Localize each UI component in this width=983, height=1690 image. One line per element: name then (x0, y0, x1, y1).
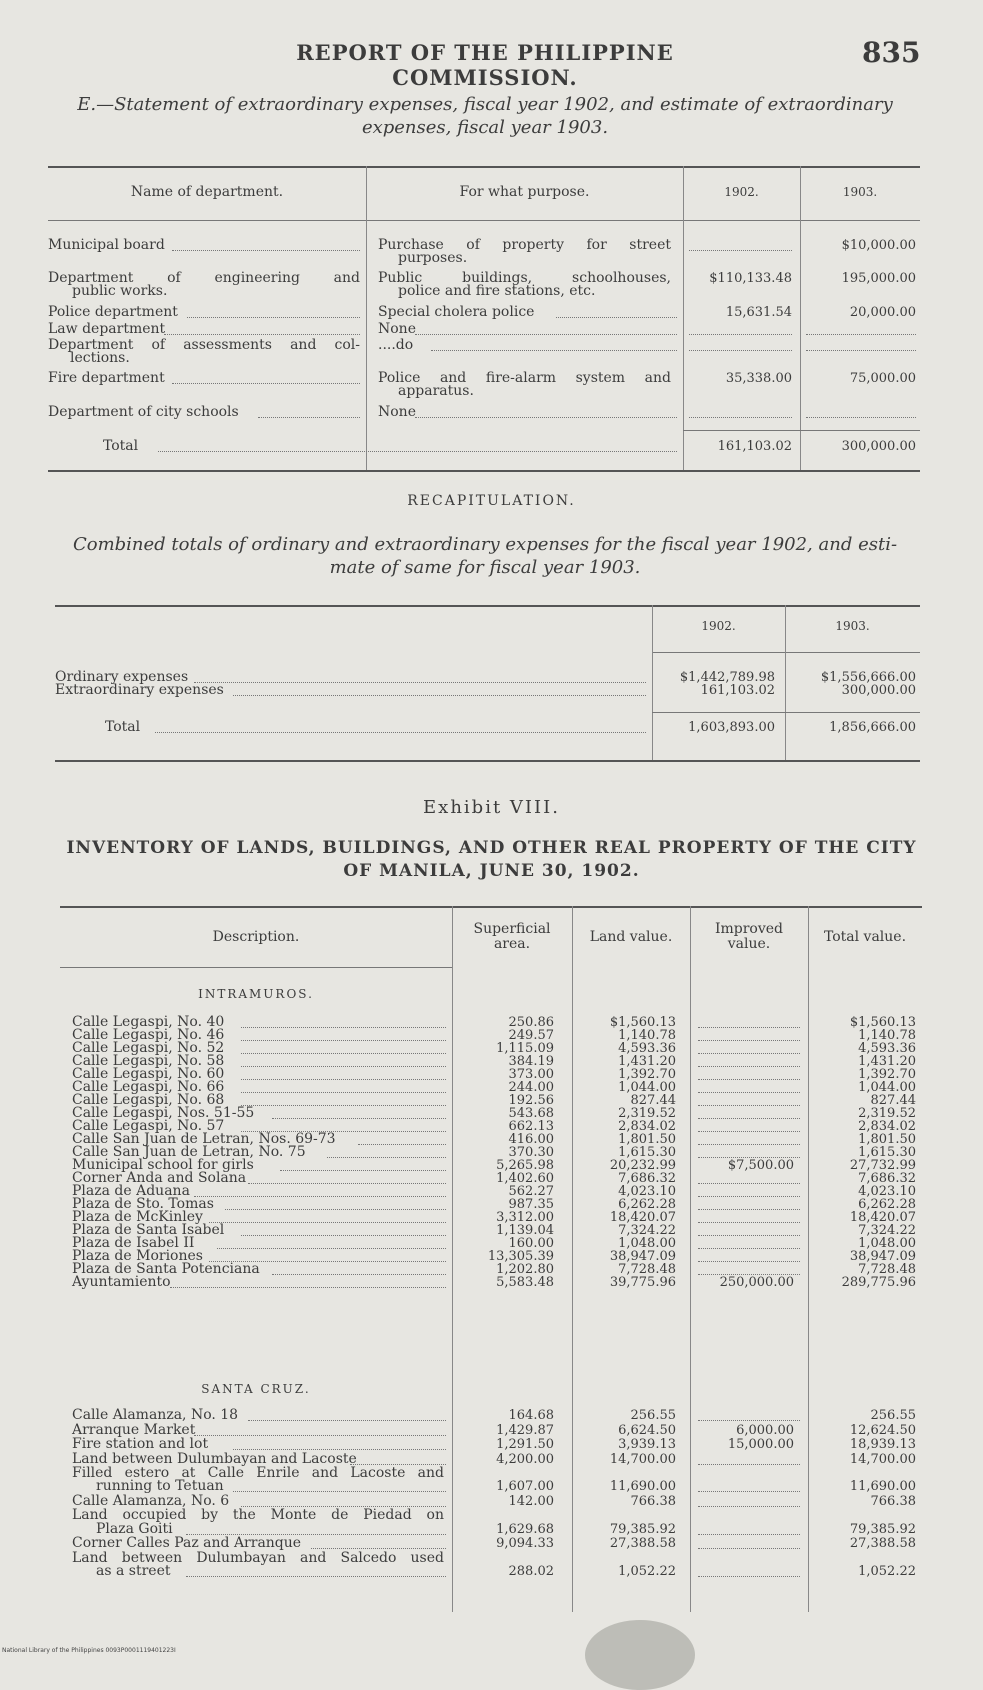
property-description: Corner Anda and Solana (72, 1170, 247, 1187)
recap-caption-line1: Combined totals of ordinary and extraordinary expenses for the fiscal year 1902, and esti- (72, 534, 898, 555)
property-description: Calle Legaspi, Nos. 51-55 (72, 1105, 255, 1122)
property-description: Calle Legaspi, No. 52 (72, 1040, 225, 1057)
total-value: 4,023.10 (858, 1184, 916, 1200)
dot-leader (248, 1420, 446, 1421)
superficial-area: 1,115.09 (496, 1041, 554, 1057)
dot-leader (311, 1548, 446, 1549)
purpose-text: ....do (378, 337, 414, 353)
dot-leader (241, 1066, 446, 1067)
dot-leader (431, 350, 677, 351)
total-value: $1,560.13 (849, 1015, 916, 1030)
inventory-header-area: Superficial (473, 921, 551, 937)
superficial-area: 164.68 (508, 1408, 554, 1423)
property-description: Calle Legaspi, No. 60 (72, 1066, 225, 1083)
total-value: 7,324.22 (858, 1223, 916, 1239)
inventory-title-line2: OF MANILA, JUNE 30, 1902. (343, 861, 640, 881)
scan-blemish (585, 1620, 695, 1690)
superficial-area: 1,291.50 (496, 1437, 554, 1452)
recap-total-rule-1903 (785, 712, 920, 713)
dot-leader (164, 334, 360, 335)
superficial-area: 1,429.87 (496, 1422, 554, 1438)
property-description: Calle San Juan de Letran, No. 75 (72, 1144, 306, 1161)
dot-leader (698, 1222, 800, 1223)
inventory-title-line1: INVENTORY OF LANDS, BUILDINGS, AND OTHER REAL PROPERTY OF THE CITY (66, 838, 917, 858)
value-1902: 15,631.54 (725, 305, 792, 320)
land-value: 20,232.99 (609, 1158, 676, 1174)
total-value: 38,947.09 (849, 1249, 916, 1265)
land-value: 256.55 (630, 1408, 676, 1423)
running-header: REPORT OF THE PHILIPPINE COMMISSION. (296, 40, 674, 90)
land-value: 1,801.50 (618, 1132, 676, 1148)
land-value: 1,140.78 (618, 1028, 676, 1044)
land-value: 14,700.00 (609, 1451, 676, 1467)
scan-footer: National Library of the Philippines 0093P0001119401223I (2, 1647, 176, 1654)
dot-leader (698, 1079, 800, 1080)
department-name: Department of engineering and (48, 270, 360, 286)
recap-header-1903: 1903. (835, 619, 870, 633)
superficial-area: 9,094.33 (496, 1536, 554, 1552)
land-value: 7,728.48 (618, 1262, 676, 1278)
dot-leader (689, 334, 792, 335)
land-value: 6,624.50 (618, 1422, 676, 1438)
property-description: Plaza Goiti (96, 1520, 173, 1537)
superficial-area: 244.00 (508, 1080, 554, 1096)
total-value: 79,385.92 (849, 1521, 916, 1537)
department-name: Department of assessments and col- (48, 337, 360, 353)
land-value: 2,319.52 (618, 1106, 676, 1122)
table-e-bottom-rule (48, 470, 920, 472)
land-value: 7,686.32 (618, 1171, 676, 1187)
property-description: Plaza de Santa Potenciana (72, 1261, 260, 1278)
property-description: Calle San Juan de Letran, Nos. 69-73 (72, 1131, 336, 1148)
superficial-area: 250.86 (508, 1015, 554, 1030)
dot-leader (698, 1040, 800, 1041)
recap-bottom-rule (55, 760, 920, 762)
dot-leader (689, 417, 792, 418)
table-e-header-department: Name of department. (130, 184, 284, 200)
superficial-area: 5,583.48 (496, 1275, 554, 1291)
dot-leader (241, 1027, 446, 1028)
superficial-area: 1,607.00 (496, 1479, 554, 1495)
purpose-text: Special cholera police (378, 304, 535, 320)
recap-total-1903: 1,856,666.00 (829, 720, 916, 735)
property-description: Municipal school for girls (72, 1157, 254, 1174)
superficial-area: 1,629.68 (496, 1521, 554, 1537)
dot-leader (806, 350, 916, 351)
improved-value: $7,500.00 (727, 1158, 794, 1174)
property-description: Plaza de McKinley (72, 1209, 203, 1226)
table-e-total-1903: 300,000.00 (841, 439, 916, 454)
recapitulation-title: RECAPITULATION. (407, 493, 576, 509)
dot-leader (186, 1576, 446, 1577)
land-value: 39,775.96 (609, 1275, 676, 1291)
property-description: Plaza de Moriones (72, 1248, 203, 1265)
property-description: running to Tetuan (96, 1478, 224, 1495)
total-value: 1,615.30 (858, 1145, 916, 1161)
dot-leader (233, 1449, 446, 1450)
dot-leader (698, 1261, 800, 1262)
dot-leader (241, 1040, 446, 1041)
dot-leader (155, 732, 646, 733)
table-e-total-label: Total (103, 438, 139, 454)
total-value: 827.44 (870, 1093, 916, 1109)
land-value: 1,392.70 (618, 1067, 676, 1083)
purpose-text: Public buildings, schoolhouses, (378, 270, 671, 286)
superficial-area: 987.35 (508, 1197, 554, 1213)
property-description: as a street (96, 1562, 171, 1579)
land-value: 1,048.00 (618, 1236, 676, 1252)
dot-leader (698, 1420, 800, 1421)
table-e-header-rule (48, 220, 920, 221)
recap-total-label: Total (105, 719, 141, 735)
dot-leader (258, 417, 360, 418)
property-description: Corner Calles Paz and Arranque (72, 1535, 302, 1552)
department-name: lections. (70, 350, 130, 366)
property-description: Plaza de Santa Isabel (72, 1222, 225, 1239)
dot-leader (698, 1144, 800, 1145)
dot-leader (556, 317, 677, 318)
superficial-area: 4,200.00 (496, 1451, 554, 1467)
superficial-area: 416.00 (508, 1132, 554, 1148)
table-e-divider-1 (366, 166, 367, 470)
property-description: Arranque Market (72, 1421, 196, 1438)
inventory-header-improved-2: value. (727, 936, 771, 952)
land-value: 766.38 (630, 1493, 676, 1509)
superficial-area: 562.27 (508, 1184, 554, 1200)
land-value: $1,560.13 (609, 1015, 676, 1030)
recap-total-rule-1902 (652, 712, 785, 713)
total-value: 1,431.20 (858, 1054, 916, 1070)
dot-leader (194, 1435, 446, 1436)
land-value: 827.44 (630, 1093, 676, 1109)
total-value: 1,392.70 (858, 1067, 916, 1083)
total-value: 2,319.52 (858, 1106, 916, 1122)
property-description: Ayuntamiento (72, 1274, 171, 1291)
dot-leader (698, 1092, 800, 1093)
total-value: 1,044.00 (858, 1080, 916, 1096)
department-name: Police department (48, 304, 178, 320)
property-description: Land occupied by the Monte de Piedad on (72, 1507, 444, 1524)
recap-top-rule (55, 605, 920, 607)
superficial-area: 370.30 (508, 1145, 554, 1161)
dot-leader (698, 1506, 800, 1507)
exhibit-label: Exhibit VIII. (423, 797, 560, 818)
table-e-header-1903: 1903. (842, 185, 878, 199)
dot-leader (358, 1144, 446, 1145)
property-description: Calle Legaspi, No. 46 (72, 1027, 225, 1044)
improved-value: 6,000.00 (736, 1422, 794, 1438)
property-description: Calle Alamanza, No. 18 (72, 1407, 239, 1423)
department-name: Fire department (48, 370, 165, 386)
recap-value-1902: 161,103.02 (700, 683, 775, 698)
total-value: 766.38 (870, 1493, 916, 1509)
dot-leader (280, 1170, 446, 1171)
table-e-total-rule-1902 (683, 430, 800, 431)
inventory-header-improved: Improved (714, 921, 784, 937)
total-value: 2,834.02 (858, 1119, 916, 1135)
department-name: Department of city schools (48, 404, 239, 420)
page-number: 835 (862, 36, 921, 69)
dot-leader (194, 1196, 446, 1197)
dot-leader (172, 250, 360, 251)
land-value: 1,044.00 (618, 1080, 676, 1096)
total-value: 18,939.13 (849, 1437, 916, 1452)
dot-leader (698, 1183, 800, 1184)
land-value: 1,615.30 (618, 1145, 676, 1161)
dot-leader (689, 350, 792, 351)
superficial-area: 662.13 (508, 1119, 554, 1135)
dot-leader (241, 1053, 446, 1054)
dot-leader (698, 1464, 800, 1465)
inventory-header-rule-desc (60, 967, 452, 968)
dot-leader (170, 1287, 446, 1288)
department-name: public works. (72, 283, 168, 299)
dot-leader (233, 1491, 446, 1492)
department-name: Municipal board (48, 237, 165, 253)
land-value: 1,052.22 (618, 1563, 676, 1579)
inventory-header-area-2: area. (493, 936, 531, 952)
property-description: Plaza de Isabel II (72, 1235, 195, 1252)
dot-leader (272, 1118, 446, 1119)
recap-row-label: Ordinary expenses (55, 669, 189, 685)
dot-leader (698, 1196, 800, 1197)
recap-header-1902: 1902. (701, 619, 736, 633)
total-value: 7,686.32 (858, 1171, 916, 1187)
dot-leader (698, 1491, 800, 1492)
recap-header-rule (652, 652, 920, 653)
dot-leader (241, 1092, 446, 1093)
total-value: 14,700.00 (849, 1451, 916, 1467)
land-value: 4,593.36 (618, 1041, 676, 1057)
recap-value-1903: 300,000.00 (841, 683, 916, 698)
total-value: 1,048.00 (858, 1236, 916, 1252)
land-value: 3,939.13 (618, 1437, 676, 1452)
land-value: 18,420.07 (609, 1210, 676, 1226)
dot-leader (698, 1066, 800, 1067)
property-description: Land between Dulumbayan and Salcedo used (72, 1549, 444, 1566)
dot-leader (272, 1274, 446, 1275)
value-1903: 75,000.00 (849, 371, 916, 386)
dot-leader (327, 1157, 446, 1158)
table-e-header-purpose: For what purpose. (459, 184, 590, 200)
inventory-divider-3 (690, 906, 691, 1612)
value-1903: 195,000.00 (841, 271, 916, 286)
dot-leader (187, 317, 360, 318)
superficial-area: 1,402.60 (496, 1171, 554, 1187)
property-description: Fire station and lot (72, 1436, 209, 1452)
dot-leader (241, 1235, 446, 1236)
purpose-text: None (378, 404, 416, 420)
total-value: 1,801.50 (858, 1132, 916, 1148)
property-description: Calle Legaspi, No. 66 (72, 1079, 225, 1096)
superficial-area: 373.00 (508, 1067, 554, 1083)
property-description: Plaza de Aduana (72, 1183, 190, 1200)
property-description: Calle Legaspi, No. 68 (72, 1092, 225, 1109)
dot-leader (209, 1222, 446, 1223)
land-value: 7,324.22 (618, 1223, 676, 1239)
table-e-total-1902: 161,103.02 (717, 439, 792, 454)
land-value: 38,947.09 (609, 1249, 676, 1265)
dot-leader (806, 417, 916, 418)
total-value: 1,052.22 (858, 1563, 916, 1579)
superficial-area: 249.57 (508, 1028, 554, 1044)
land-value: 2,834.02 (618, 1119, 676, 1135)
total-value: 12,624.50 (849, 1422, 916, 1438)
dot-leader (698, 1027, 800, 1028)
table-e-header-1902: 1902. (724, 185, 759, 199)
superficial-area: 192.56 (508, 1093, 554, 1109)
superficial-area: 5,265.98 (496, 1158, 554, 1174)
dot-leader (415, 334, 677, 335)
property-description: Land between Dulumbayan and Lacoste (72, 1450, 357, 1467)
value-1903: $10,000.00 (841, 238, 916, 253)
land-value: 79,385.92 (609, 1521, 676, 1537)
superficial-area: 288.02 (508, 1563, 554, 1579)
dot-leader (241, 1079, 446, 1080)
purpose-text: Purchase of property for street (378, 237, 671, 253)
value-1902: $110,133.48 (709, 271, 792, 286)
dot-leader (158, 451, 677, 452)
recap-total-1902: 1,603,893.00 (688, 720, 775, 735)
value-1903: 20,000.00 (849, 305, 916, 320)
total-value: 1,140.78 (858, 1028, 916, 1044)
dot-leader (241, 1105, 446, 1106)
inventory-header-description: Description. (212, 929, 300, 945)
dot-leader (806, 334, 916, 335)
dot-leader (217, 1248, 446, 1249)
superficial-area: 543.68 (508, 1106, 554, 1122)
dot-leader (194, 682, 646, 683)
property-description: Calle Alamanza, No. 6 (72, 1492, 230, 1509)
statement-e-caption-line2: expenses, fiscal year 1903. (361, 117, 609, 138)
recap-value-1903: $1,556,666.00 (820, 670, 916, 685)
recap-row-label: Extraordinary expenses (55, 682, 224, 698)
total-value: 4,593.36 (858, 1041, 916, 1057)
dot-leader (698, 1053, 800, 1054)
table-e-top-rule (48, 166, 920, 168)
purpose-text: Police and fire-alarm system and (378, 370, 671, 386)
total-value: 6,262.28 (858, 1197, 916, 1213)
property-description: Plaza de Sto. Tomas (72, 1196, 214, 1213)
department-name: Law department (48, 321, 166, 337)
purpose-text: None (378, 321, 416, 337)
dot-leader (698, 1235, 800, 1236)
dot-leader (172, 383, 360, 384)
recap-caption-line2: mate of same for fiscal year 1903. (329, 557, 641, 578)
dot-leader (225, 1209, 446, 1210)
superficial-area: 1,139.04 (496, 1223, 554, 1239)
dot-leader (689, 250, 792, 251)
purpose-text: apparatus. (398, 383, 474, 399)
dot-leader (698, 1131, 800, 1132)
total-value: 27,388.58 (849, 1536, 916, 1552)
superficial-area: 142.00 (508, 1493, 554, 1509)
dot-leader (698, 1248, 800, 1249)
land-value: 6,262.28 (618, 1197, 676, 1213)
total-value: 27,732.99 (849, 1158, 916, 1174)
dot-leader (415, 417, 677, 418)
superficial-area: 160.00 (508, 1236, 554, 1252)
total-value: 289,775.96 (841, 1275, 916, 1291)
dot-leader (698, 1534, 800, 1535)
value-1902: 35,338.00 (725, 371, 792, 386)
inventory-header-total: Total value. (823, 929, 907, 945)
property-description: Calle Legaspi, No. 40 (72, 1014, 225, 1030)
statement-e-caption-line1: E.—Statement of extraordinary expenses, fiscal year 1902, and estimate of extraordinary (77, 94, 893, 115)
dot-leader (698, 1576, 800, 1577)
purpose-text: police and fire stations, etc. (398, 283, 596, 299)
total-value: 7,728.48 (858, 1262, 916, 1278)
table-e-total-rule-1903 (800, 430, 920, 431)
dot-leader (698, 1548, 800, 1549)
land-value: 11,690.00 (609, 1479, 676, 1495)
property-description: Calle Legaspi, No. 58 (72, 1053, 225, 1070)
total-value: 11,690.00 (849, 1479, 916, 1495)
superficial-area: 13,305.39 (487, 1249, 554, 1265)
property-description: Calle Legaspi, No. 57 (72, 1118, 225, 1135)
superficial-area: 384.19 (508, 1054, 554, 1070)
superficial-area: 1,202.80 (496, 1262, 554, 1278)
purpose-text: purposes. (398, 250, 468, 266)
superficial-area: 3,312.00 (496, 1210, 554, 1226)
dot-leader (698, 1118, 800, 1119)
inventory-header-land: Land value. (589, 929, 673, 945)
inventory-top-rule (60, 906, 922, 908)
section-heading: SANTA CRUZ. (201, 1382, 311, 1396)
dot-leader (698, 1209, 800, 1210)
improved-value: 250,000.00 (719, 1275, 794, 1291)
land-value: 4,023.10 (618, 1184, 676, 1200)
land-value: 1,431.20 (618, 1054, 676, 1070)
dot-leader (233, 695, 646, 696)
dot-leader (248, 1183, 446, 1184)
recap-value-1902: $1,442,789.98 (679, 670, 775, 685)
section-heading: INTRAMUROS. (198, 987, 314, 1001)
total-value: 256.55 (870, 1408, 916, 1423)
improved-value: 15,000.00 (727, 1437, 794, 1452)
property-description: Filled estero at Calle Enrile and Lacoste and (72, 1465, 444, 1481)
dot-leader (698, 1105, 800, 1106)
total-value: 18,420.07 (849, 1210, 916, 1226)
land-value: 27,388.58 (609, 1536, 676, 1552)
